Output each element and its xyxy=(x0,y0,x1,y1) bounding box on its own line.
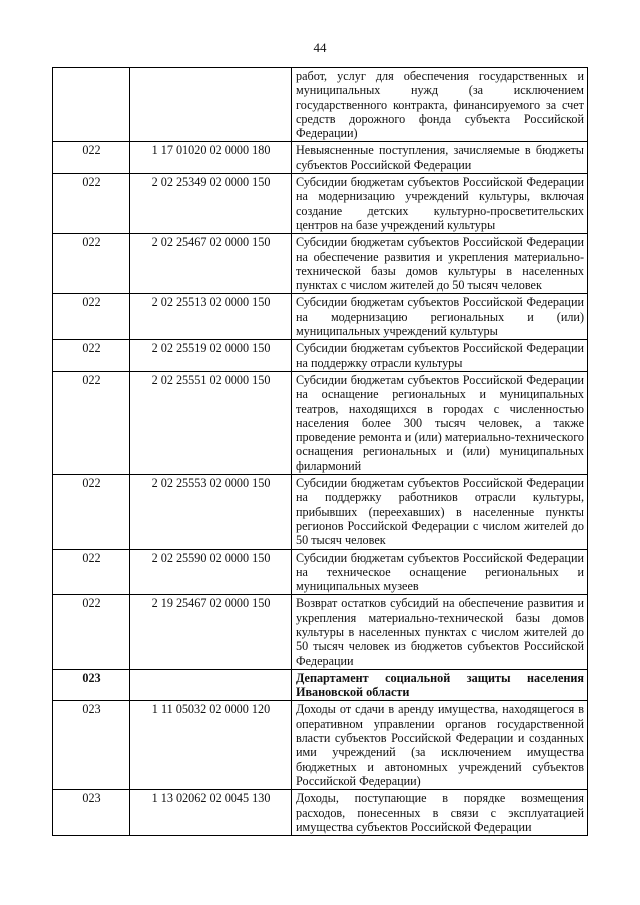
admin-code-cell: 022 xyxy=(53,371,130,474)
description-cell: Возврат остатков субсидий на обеспечение развития и укрепления материально-технической базы домов культуры в населенных пунктах с числом жителей до 50 тысяч человек из бюджетов субъектов Российской Федерации xyxy=(292,595,588,669)
admin-code-cell xyxy=(53,68,130,142)
description-cell: Субсидии бюджетам субъектов Российской Федерации на поддержку работников отрасли культуры, прибывших (переехавших) в населенные пункты регионов Российской Федерации с числом жителей до 50 тысяч человек xyxy=(292,475,588,549)
budget-code-cell: 1 13 02062 02 0045 130 xyxy=(130,790,292,836)
budget-code-cell: 2 02 25349 02 0000 150 xyxy=(130,174,292,234)
admin-code-cell: 022 xyxy=(53,475,130,549)
admin-code-cell: 022 xyxy=(53,174,130,234)
table-row xyxy=(53,234,588,294)
budget-code-cell: 2 02 25590 02 0000 150 xyxy=(130,549,292,595)
admin-code-cell: 023 xyxy=(53,669,130,701)
description-cell: Субсидии бюджетам субъектов Российской Федерации на техническое оснащение региональных и муниципальных музеев xyxy=(292,549,588,595)
table-body xyxy=(53,68,588,836)
budget-code-cell: 2 02 25551 02 0000 150 xyxy=(130,371,292,474)
budget-code-cell xyxy=(130,669,292,701)
admin-code-cell: 022 xyxy=(53,595,130,669)
table-row xyxy=(53,701,588,790)
table-row xyxy=(53,68,588,142)
description-cell: Невыясненные поступления, зачисляемые в бюджеты субъектов Российской Федерации xyxy=(292,142,588,174)
description-cell: Субсидии бюджетам субъектов Российской Федерации на модернизацию региональных и (или) муниципальных учреждений культуры xyxy=(292,294,588,340)
revenue-classification-table xyxy=(52,67,588,836)
budget-code-cell xyxy=(130,68,292,142)
admin-code-cell: 022 xyxy=(53,142,130,174)
description-cell: Субсидии бюджетам субъектов Российской Федерации на оснащение региональных и муниципальных театров, находящихся в городах с численностью населения более 300 тысяч человек, а также проведение ремонта и (или) материально-технического оснащения региональных и (или) муниципальных филармоний xyxy=(292,371,588,474)
description-cell: Субсидии бюджетам субъектов Российской Федерации на поддержку отрасли культуры xyxy=(292,340,588,372)
page-number: 44 xyxy=(313,40,327,55)
admin-code-cell: 022 xyxy=(53,234,130,294)
table-row xyxy=(53,294,588,340)
description-cell: Доходы от сдачи в аренду имущества, находящегося в оперативном управлении органов государственной власти субъектов Российской Федерации и созданных ими учреждений (за исключением имущества бюджетных и автономных учреждений субъектов Российской Федерации) xyxy=(292,701,588,790)
table-row xyxy=(53,475,588,549)
admin-code-cell: 022 xyxy=(53,294,130,340)
table-row xyxy=(53,790,588,836)
description-cell: Субсидии бюджетам субъектов Российской Федерации на обеспечение развития и укрепления материально-технической базы домов культуры в населенных пунктах с числом жителей до 50 тысяч человек xyxy=(292,234,588,294)
table-row xyxy=(53,174,588,234)
description-cell: Департамент социальной защиты населения Ивановской области xyxy=(292,669,588,701)
budget-code-cell: 2 02 25467 02 0000 150 xyxy=(130,234,292,294)
budget-code-cell: 2 02 25519 02 0000 150 xyxy=(130,340,292,372)
budget-code-cell: 1 11 05032 02 0000 120 xyxy=(130,701,292,790)
table-row xyxy=(53,549,588,595)
admin-code-cell: 022 xyxy=(53,549,130,595)
admin-code-cell: 022 xyxy=(53,340,130,372)
admin-code-cell: 023 xyxy=(53,790,130,836)
budget-code-cell: 2 02 25513 02 0000 150 xyxy=(130,294,292,340)
table-row xyxy=(53,142,588,174)
table-row xyxy=(53,669,588,701)
table-row xyxy=(53,371,588,474)
budget-code-cell: 2 02 25553 02 0000 150 xyxy=(130,475,292,549)
description-cell: Доходы, поступающие в порядке возмещения расходов, понесенных в связи с эксплуатацией имущества субъектов Российской Федерации xyxy=(292,790,588,836)
budget-code-cell: 2 19 25467 02 0000 150 xyxy=(130,595,292,669)
table-row xyxy=(53,340,588,372)
description-cell: Субсидии бюджетам субъектов Российской Федерации на модернизацию учреждений культуры, включая создание детских культурно-просветительских центров на базе учреждений культуры xyxy=(292,174,588,234)
table-row xyxy=(53,595,588,669)
description-cell: работ, услуг для обеспечения государственных и муниципальных нужд (за исключением государственного контракта, финансируемого за счет средств дорожного фонда субъекта Российской Федерации) xyxy=(292,68,588,142)
budget-code-cell: 1 17 01020 02 0000 180 xyxy=(130,142,292,174)
admin-code-cell: 023 xyxy=(53,701,130,790)
